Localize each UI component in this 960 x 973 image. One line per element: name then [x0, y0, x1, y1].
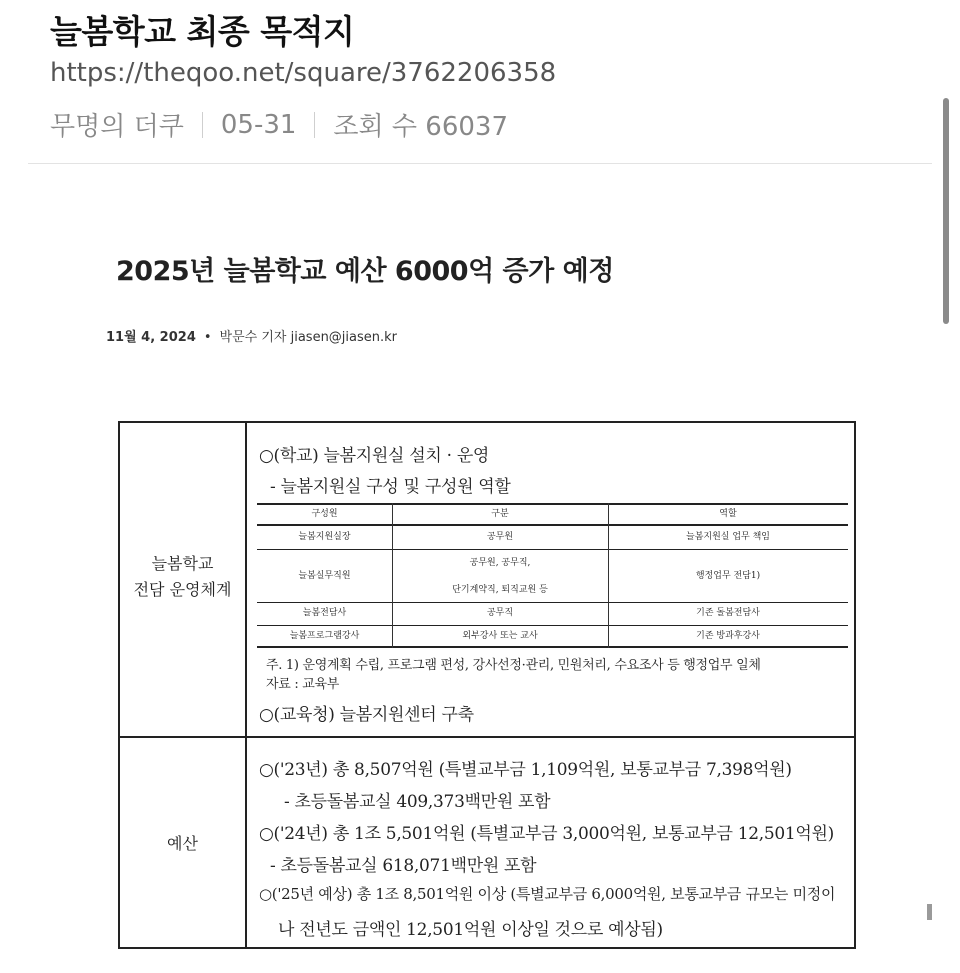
- budget-line: ○('23년) 총 8,507억원 (특별교부금 1,109억원, 보통교부금 7,398억원): [259, 760, 792, 780]
- table-cell: 늘봄지원실 업무 책임: [686, 532, 770, 542]
- budget-line: ○('25년 예상) 총 1조 8,501억원 이상 (특별교부금 6,000억원, 보통교부금 규모는 미정이: [259, 885, 836, 903]
- budget-line: - 초등돌봄교실 409,373백만원 포함: [284, 792, 551, 812]
- row-label-line: 전담 운영체계: [133, 580, 232, 599]
- table-cell: 늘봄프로그램강사: [289, 631, 360, 641]
- row-label-budget: 예산: [167, 834, 198, 853]
- table-footnote: 주. 1) 운영계획 수립, 프로그램 편성, 강사선정·관리, 민원처리, 수요조사 등 행정업무 일체: [266, 658, 761, 673]
- row-label-operation: [120, 551, 245, 603]
- table-cell: 늘봄전담사: [302, 608, 347, 618]
- table-cell: 외부강사 또는 교사: [462, 631, 538, 641]
- meta-divider: [202, 112, 203, 138]
- header-member: 구성원: [311, 509, 338, 519]
- office-item: ○(교육청) 늘봄지원센터 구축: [259, 705, 474, 725]
- row-label-line: 늘봄학교: [151, 554, 214, 573]
- table-cell: 늘봄지원실장: [298, 532, 351, 542]
- table-cell: 공무원: [486, 532, 514, 542]
- post-title: 늘봄학교 최종 목적지: [50, 12, 355, 51]
- staff-table: [257, 503, 848, 648]
- table-cell: 기존 돌봄전담사: [696, 608, 760, 618]
- table-cell: 공무직: [486, 608, 514, 618]
- post-author[interactable]: 무명의 더쿠: [50, 112, 184, 142]
- school-item: ○(학교) 늘봄지원실 설치 · 운영: [259, 446, 490, 466]
- table-source: 자료 : 교육부: [266, 677, 340, 692]
- article-headline: 2025년 늘봄학교 예산 6000억 증가 예정: [116, 256, 614, 287]
- inner-rule: [257, 549, 848, 550]
- post-header: [0, 0, 960, 165]
- inner-rule: [257, 646, 848, 648]
- budget-line: - 초등돌봄교실 618,071백만원 포함: [270, 856, 537, 876]
- table-column-divider: [245, 423, 247, 947]
- table-cell: 기존 방과후강사: [696, 631, 760, 641]
- table-cell: 늘봄실무직원: [298, 571, 351, 581]
- post-meta: [50, 106, 508, 143]
- header-role: 역할: [719, 509, 737, 519]
- article-date: 11월 4, 2024: [106, 330, 196, 345]
- post-date: 05-31: [220, 109, 297, 140]
- article-author: 박문수 기자 jiasen@jiasen.kr: [219, 330, 398, 345]
- table-row-divider: [120, 736, 854, 738]
- table-cell: 단기계약직, 퇴직교원 등: [452, 585, 548, 595]
- header-type: 구분: [491, 509, 509, 519]
- table-cell: 공무원, 공무직,: [469, 558, 531, 568]
- budget-line: ○('24년) 총 1조 5,501억원 (특별교부금 3,000억원, 보통교부금 12,501억원): [259, 824, 834, 844]
- post-url-link[interactable]: https://theqoo.net/square/3762206358: [50, 58, 557, 88]
- budget-line: 나 전년도 금액인 12,501억원 이상일 것으로 예상됨): [278, 920, 663, 940]
- school-subitem: - 늘봄지원실 구성 및 구성원 역할: [270, 477, 511, 497]
- meta-divider: [314, 112, 315, 138]
- table-cell: 행정업무 전담1): [695, 571, 761, 581]
- header-divider: [28, 163, 932, 164]
- article-byline: [106, 326, 397, 345]
- byline-bullet: •: [203, 330, 212, 345]
- inner-rule: [257, 524, 848, 526]
- article-image: [0, 165, 960, 973]
- post-views: 조회 수 66037: [333, 112, 509, 142]
- document-table: [118, 421, 856, 949]
